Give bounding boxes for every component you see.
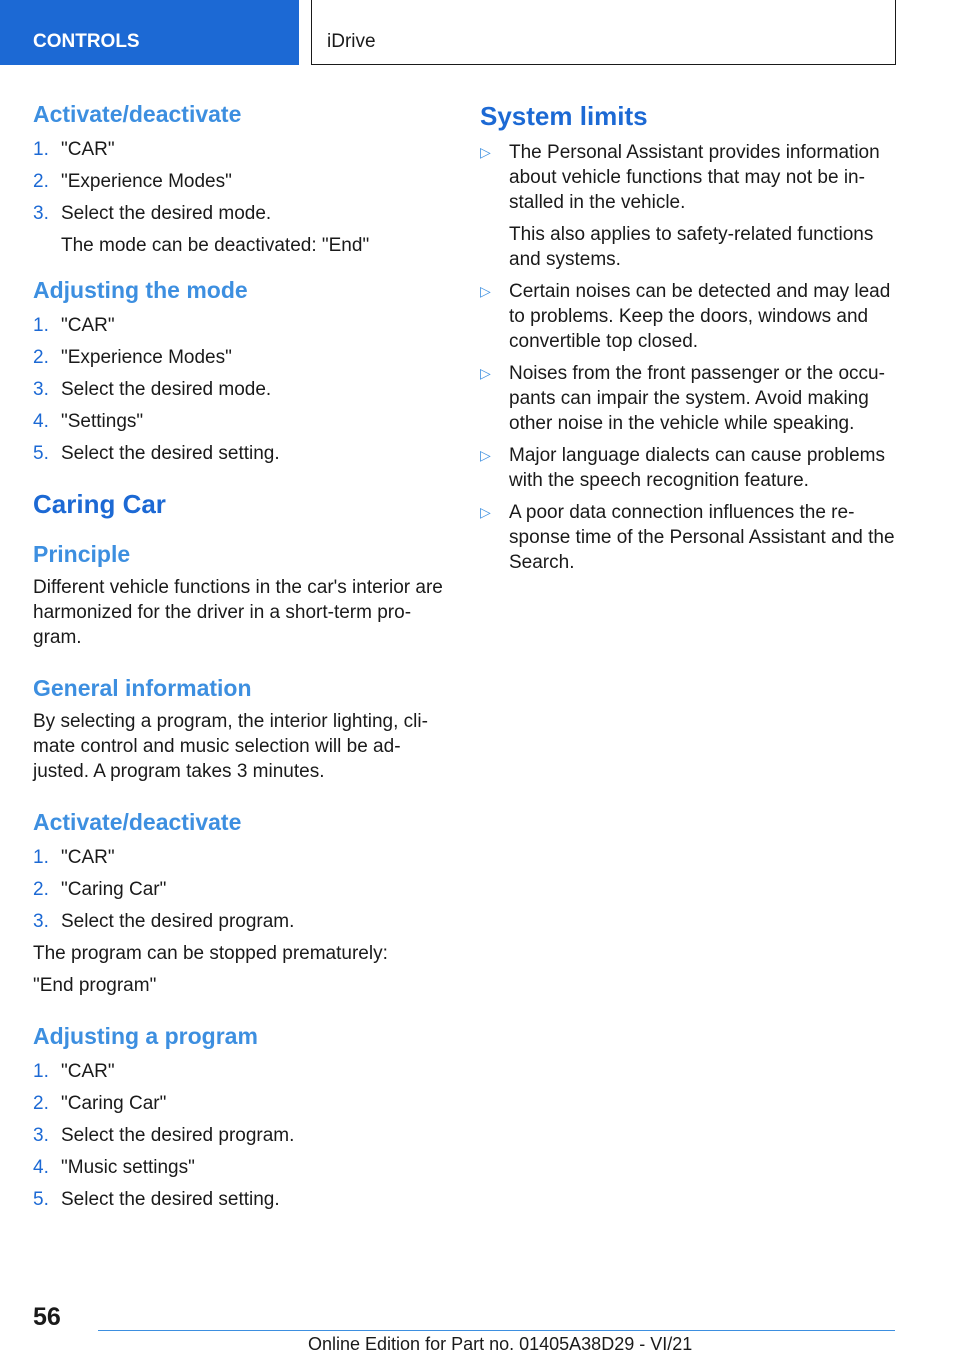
list-item-note: The mode can be deactivated: "End" <box>61 235 370 256</box>
list-number: 4. <box>33 1157 49 1178</box>
triangle-bullet-icon: ▷ <box>480 283 491 299</box>
heading-activate-deactivate-program: Activate/deactivate <box>33 809 242 835</box>
right-column <box>480 100 900 582</box>
list-item: 1. "CAR" <box>33 847 115 868</box>
program-stop-menu-item: "End program" <box>33 975 157 996</box>
list-item: 5. Select the desired setting. <box>33 443 280 464</box>
footer-edition-text: Online Edition for Part no. 01405A38D29 - VI/21 <box>308 1334 693 1354</box>
header-chapter-box <box>311 0 896 65</box>
list-item: 2. "Caring Car" <box>33 1093 167 1114</box>
list-number: 3. <box>33 1125 49 1146</box>
general-information-text: By selecting a program, the interior lighting, climate control and music selection will be adjusted. A program takes 3 minutes. <box>33 711 428 782</box>
program-stop-text: The program can be stopped prematurely: <box>33 943 388 964</box>
list-number: 3. <box>33 203 49 224</box>
list-number: 4. <box>33 411 49 432</box>
list-adjusting-mode <box>33 313 448 466</box>
principle-text: Different vehicle functions in the car's interior are harmonized for the driver in a short-term program. <box>33 577 443 648</box>
list-item: ▷ The Personal Assistant provides information about vehicle functions that may not be installed in the vehicle. This also applies to safety-related functions and systems. <box>480 140 900 272</box>
header-chapter-title: iDrive <box>327 31 376 52</box>
list-item: 2. "Experience Modes" <box>33 171 232 192</box>
left-column <box>33 100 448 1212</box>
list-number: 1. <box>33 315 49 336</box>
list-item: ▷ Major language dialects can cause problems with the speech recognition feature. <box>480 445 885 491</box>
list-item: ▷ Noises from the front passenger or the occupants can impair the system. Avoid making other noise in the vehicle while speaking. <box>480 363 885 434</box>
list-item: 4. "Settings" <box>33 411 144 432</box>
list-number: 2. <box>33 171 49 192</box>
list-item-note: This also applies to safety-related functions and systems. <box>509 224 874 270</box>
list-number: 5. <box>33 443 49 464</box>
list-item: 3. Select the desired mode. <box>33 379 272 400</box>
list-item: ▷ A poor data connection influences the response time of the Personal Assistant and the Search. <box>480 502 895 573</box>
list-adjusting-program <box>33 1059 448 1212</box>
footer-divider <box>98 1330 895 1331</box>
triangle-bullet-icon: ▷ <box>480 504 491 520</box>
list-number: 3. <box>33 911 49 932</box>
list-activate-program <box>33 845 448 934</box>
heading-principle: Principle <box>33 541 131 567</box>
list-number: 2. <box>33 347 49 368</box>
list-activate-mode <box>33 137 448 258</box>
list-item: 1. "CAR" <box>33 315 115 336</box>
system-limits-list <box>480 140 900 575</box>
triangle-bullet-icon: ▷ <box>480 365 491 381</box>
list-item: 5. Select the desired setting. <box>33 1189 280 1210</box>
page-number: 56 <box>33 1303 61 1331</box>
list-item: 3. Select the desired mode. The mode can be deactivated: "End" <box>33 201 448 258</box>
header-section-title: CONTROLS <box>33 31 140 52</box>
list-number: 1. <box>33 1061 49 1082</box>
heading-adjusting-mode: Adjusting the mode <box>33 277 248 303</box>
heading-caring-car: Caring Car <box>33 489 166 519</box>
header-section-tab <box>0 0 299 65</box>
list-item: ▷ Certain noises can be detected and may lead to problems. Keep the doors, windows and convertible top closed. <box>480 281 891 352</box>
list-item: 2. "Caring Car" <box>33 879 167 900</box>
list-item: 2. "Experience Modes" <box>33 347 232 368</box>
list-number: 2. <box>33 879 49 900</box>
heading-activate-deactivate-mode: Activate/deactivate <box>33 101 242 127</box>
heading-system-limits: System limits <box>480 101 648 131</box>
list-number: 3. <box>33 379 49 400</box>
list-number: 1. <box>33 847 49 868</box>
list-item: 1. "CAR" <box>33 1061 115 1082</box>
triangle-bullet-icon: ▷ <box>480 447 491 463</box>
list-item: 1. "CAR" <box>33 139 115 160</box>
list-item: 3. Select the desired program. <box>33 911 295 932</box>
list-number: 5. <box>33 1189 49 1210</box>
list-item: 4. "Music settings" <box>33 1157 195 1178</box>
triangle-bullet-icon: ▷ <box>480 144 491 160</box>
heading-general-information: General information <box>33 675 252 701</box>
heading-adjusting-program: Adjusting a program <box>33 1023 258 1049</box>
list-item: 3. Select the desired program. <box>33 1125 295 1146</box>
list-number: 2. <box>33 1093 49 1114</box>
list-number: 1. <box>33 139 49 160</box>
